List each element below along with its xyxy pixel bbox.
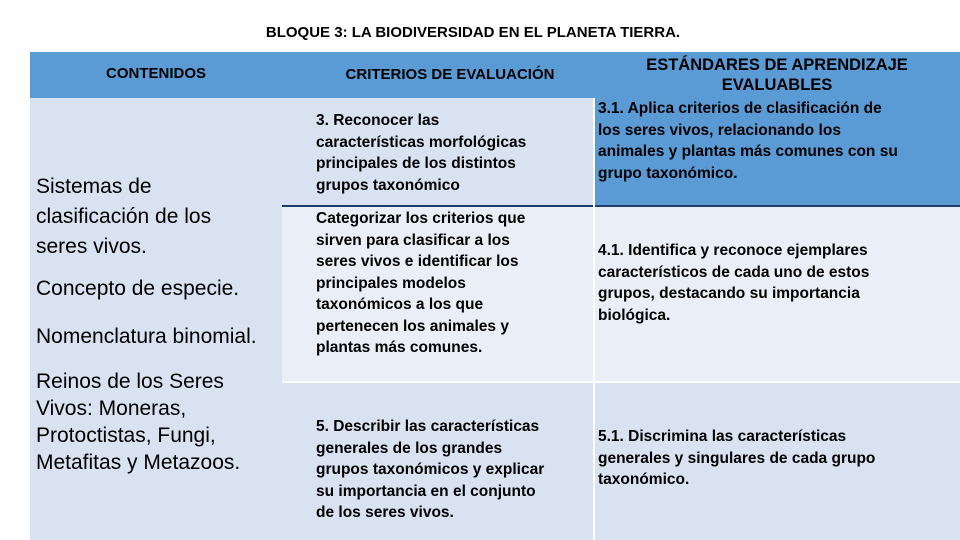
criterio-5	[30, 416, 594, 524]
estandar-line: biológica.	[598, 306, 671, 324]
criterio-line: principales modelos	[316, 274, 466, 292]
criterio-line: 3. Reconocer las	[316, 112, 440, 129]
criterio-line: características morfológicas	[316, 133, 527, 151]
estandar-line: grupos, destacando su importancia	[598, 285, 860, 302]
header-estandares	[594, 52, 960, 98]
criterio-line: plantas más comunes.	[316, 339, 483, 356]
criterio-line: su importancia en el conjunto	[316, 482, 536, 500]
contenido-line: clasificación de los	[36, 205, 212, 228]
contenido-line: Nomenclatura binomial.	[36, 325, 257, 348]
estandar-3-1	[598, 98, 960, 184]
header-contenidos	[30, 52, 282, 98]
contenido-line: Protoctistas, Fungi,	[36, 424, 216, 447]
estandar-line: característicos de cada uno de estos	[598, 263, 870, 281]
header-estandares-line2: EVALUABLES	[721, 76, 833, 94]
criterio-line: taxonómicos a los que	[316, 296, 484, 313]
estandar-line: 5.1. Discrimina las características	[598, 428, 847, 445]
criterio-line: grupos taxonómicos y explicar	[316, 461, 545, 478]
estandar-line: 3.1. Aplica criterios de clasificación de	[598, 100, 882, 117]
criterio-line: de los seres vivos.	[316, 504, 454, 521]
contenido-line: Sistemas de	[36, 175, 152, 198]
page-title: BLOQUE 3: LA BIODIVERSIDAD EN EL PLANETA TIERRA.	[265, 24, 681, 41]
estandar-line: taxonómico.	[598, 471, 690, 488]
contenido-line: seres vivos.	[36, 235, 147, 258]
criterio-line: sirven para clasificar a los	[316, 231, 510, 249]
criterio-line: 5. Describir las características	[316, 418, 540, 435]
criterio-line: principales de los distintos	[316, 155, 516, 172]
estandar-5-1	[598, 426, 960, 491]
estandar-line: animales y plantas más comunes con su	[598, 143, 898, 160]
header-estandares-line1: ESTÁNDARES DE APRENDIZAJE	[646, 56, 908, 74]
header-criterios-label: CRITERIOS DE EVALUACIÓN	[345, 66, 555, 83]
criterio-line: pertenecen los animales y	[316, 317, 509, 335]
curriculum-table	[30, 52, 960, 540]
estandar-line: grupo taxonómico.	[598, 164, 738, 182]
criterio-line: seres vivos e identificar los	[316, 253, 519, 270]
estandar-4-1	[598, 240, 960, 326]
estandar-line: 4.1. Identifica y reconoce ejemplares	[598, 242, 868, 259]
criterio-3	[30, 110, 594, 196]
estandar-line: generales y singulares de cada grupo	[598, 449, 876, 467]
criterio-line: grupos taxonómico	[316, 176, 460, 194]
criterio-line: generales de los grandes	[316, 439, 503, 457]
row-divider-2	[282, 381, 960, 383]
contenido-line: Reinos de los Seres	[36, 370, 224, 393]
contenido-line: Concepto de especie.	[36, 277, 240, 300]
header-criterios	[282, 52, 594, 98]
criterio-4	[30, 208, 594, 359]
criterio-line: Categorizar los criterios que	[316, 210, 526, 227]
contenido-line: Metafitas y Metazoos.	[36, 451, 241, 474]
contenido-line: Vivos: Moneras,	[36, 397, 187, 420]
estandar-line: los seres vivos, relacionando los	[598, 121, 841, 139]
header-contenidos-label: CONTENIDOS	[105, 65, 206, 82]
